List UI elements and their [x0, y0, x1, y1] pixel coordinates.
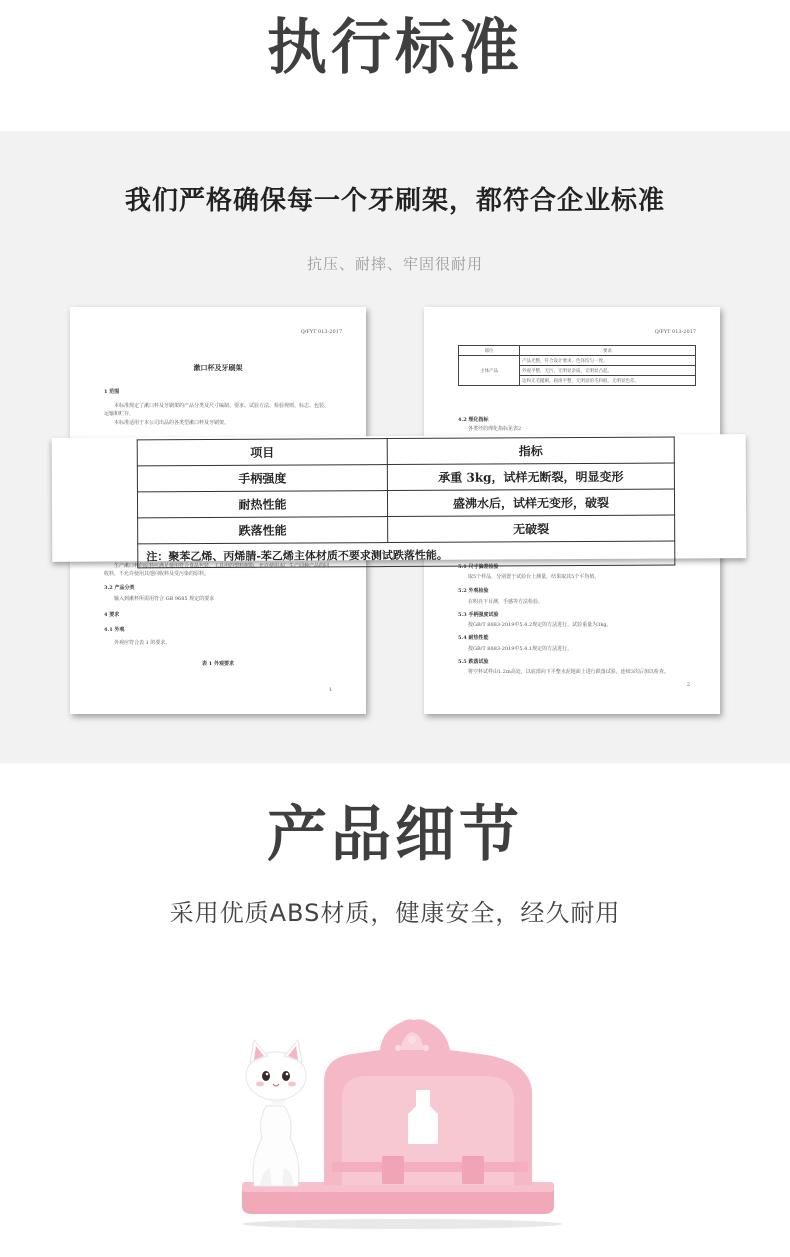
doc-code: Q/FYT 013-2017	[654, 329, 696, 335]
appearance-table-cell: 主体产品	[459, 356, 520, 386]
appearance-table-cell: 外观平整，无污，无明显杂质，无明显凸起。	[520, 366, 696, 376]
doc-section-1: 1 范围	[104, 389, 120, 395]
standards-headline: 我们严格确保每一个牙刷架，都符合企业标准	[124, 186, 665, 216]
toothbrush-holder-image	[232, 1010, 562, 1230]
doc-section-4-2: 4.2 理化指标	[458, 417, 489, 423]
doc-line: 将空杯试样由1.2m高处，以底部向下平整水泥地面上进行跌落试验，连续3次后加以检查。	[468, 669, 669, 675]
doc-section-5-4: 5.4 耐热性能	[458, 635, 489, 641]
doc-section-3-2: 3.2 产品分类	[104, 585, 135, 591]
cat-figurine	[246, 1040, 306, 1186]
doc-page-number: 2	[686, 682, 690, 688]
table-row	[137, 489, 674, 518]
spec-item: 耐热性能	[137, 491, 387, 518]
doc-line: 本标准适用于本公司出品的各类型漱口杯及牙刷架。	[114, 420, 230, 426]
doc-section-5-3: 5.3 手柄强度试验	[458, 612, 499, 618]
appearance-table-cell: 产品光整，符合设计要求，色泽均匀一致。	[520, 356, 696, 366]
doc-line: 收料，不允许使用其他回收料及受污染的原料。	[104, 571, 210, 577]
appearance-table-header: 部位	[459, 346, 520, 356]
spec-value: 盛沸水后，试样无变形，破裂	[387, 489, 674, 517]
appearance-table	[458, 345, 696, 386]
doc-section-5-5: 5.5 跌落试验	[458, 659, 489, 665]
doc-line: 按GB/T 8883-2019中5.4.1规定的方法进行。	[468, 646, 573, 652]
spec-table-note: 注：聚苯乙烯、丙烯腈-苯乙烯主体材质不要求测试跌落性能。	[138, 541, 675, 568]
doc-line: 本标准规定了漱口杯及牙刷架的产品分类及尺寸编制、要求、试验方法、检验规则、标志、包装、	[114, 403, 330, 409]
details-subline: 采用优质ABS材质，健康安全，经久耐用	[169, 899, 621, 927]
spec-table-header-row	[137, 437, 674, 466]
doc-line: 取5个样品，分别置于试验台上测量，结果取其5个平均值。	[468, 574, 600, 580]
spec-value: 无破裂	[388, 515, 675, 543]
spec-table	[137, 437, 676, 569]
appearance-table-header: 要求	[520, 346, 696, 356]
spec-table-header: 项目	[137, 439, 387, 466]
doc-line: 按GB/T 8883-2019中5.4.2规定的方法进行，试验重量为3kg。	[468, 622, 612, 628]
spec-item: 手柄强度	[137, 465, 387, 492]
spec-item: 跌落性能	[138, 517, 388, 544]
doc-line: 输入到漱杯所需用符合 GB 9685 规定的要求	[114, 596, 215, 602]
table-row	[137, 463, 674, 492]
doc-section-4: 4 要求	[104, 612, 120, 618]
doc-page-number: 1	[328, 687, 332, 693]
doc-section-5-2: 5.2 外观检验	[458, 588, 489, 594]
doc-line: 各类坯的理化指标见表2	[468, 426, 522, 432]
doc-line: 运输和贮存。	[104, 411, 135, 417]
standards-subline: 抗压、耐摔、牢固很耐用	[306, 255, 483, 273]
doc-title: 漱口杯及牙刷架	[193, 363, 243, 372]
doc-table-caption: 表 1 外观要求	[202, 661, 234, 667]
spec-value: 承重 3kg，试样无断裂，明显变形	[387, 463, 674, 491]
table-note-row	[138, 541, 675, 568]
section-title-details: 产品细节	[267, 800, 523, 870]
doc-line: 外观应符合表 1 的要求。	[114, 640, 171, 646]
doc-code: Q/FYT 013-2017	[300, 329, 342, 335]
spec-table-header: 指标	[387, 437, 674, 465]
spec-table-strip	[52, 434, 747, 562]
doc-section-4-1: 4.1 外观	[104, 627, 125, 633]
table-row	[138, 515, 675, 544]
doc-section-5-1: 5.1 尺寸偏差检验	[458, 564, 499, 570]
section-title-standards: 执行标准	[267, 13, 523, 83]
doc-line: 在明亮下目测，手感等方法检验。	[468, 599, 544, 605]
appearance-table-cell: 边和无毛糙刺，圆滑平整，无明显的毛料痕，无明显色差。	[520, 376, 696, 386]
doc-line: 生产漱口杯的原料应满足使用符合食品包装、工具用的塑料树脂，允许使用本厂生产同种产品的回	[114, 563, 330, 569]
